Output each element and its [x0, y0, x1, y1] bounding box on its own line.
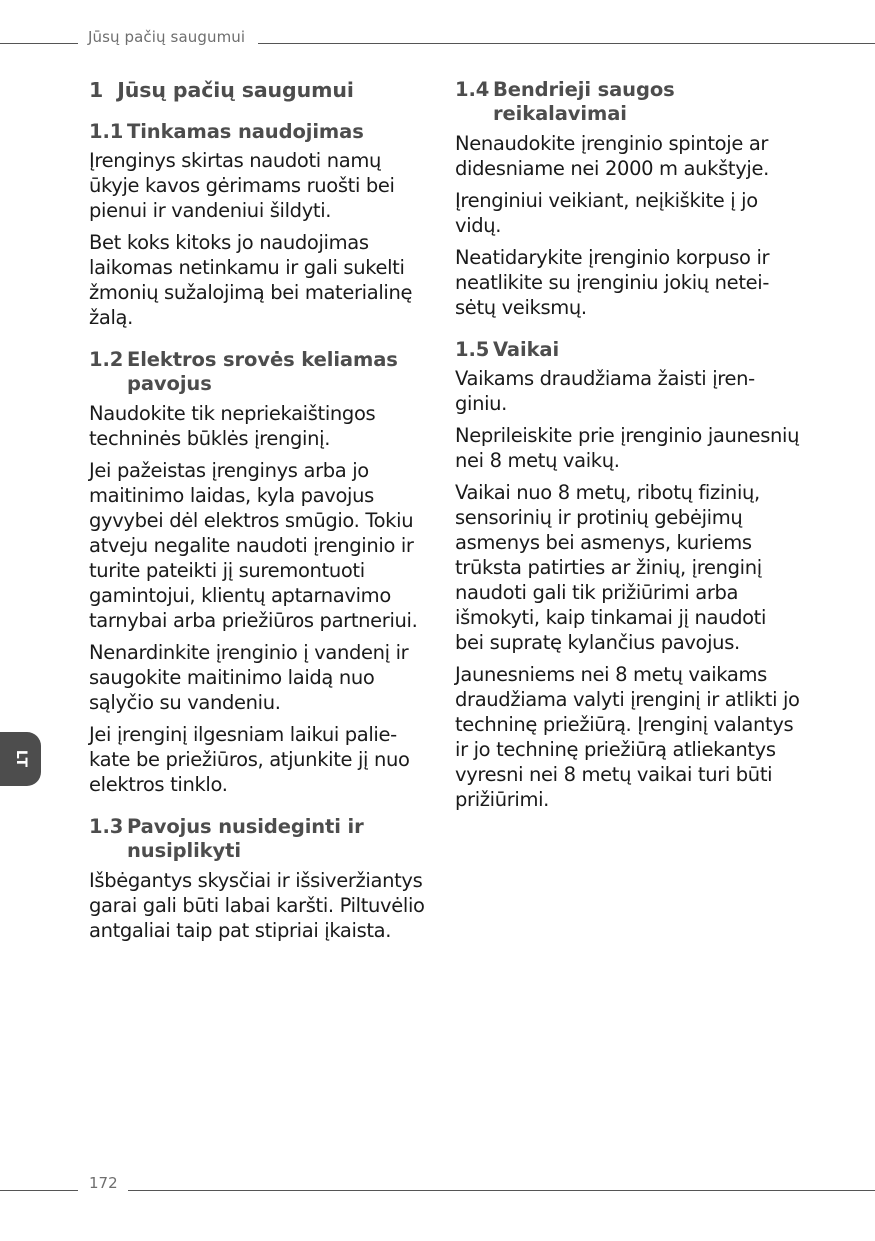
paragraph: Neatidarykite įrenginio korpuso ir neatlikite su įrenginiu jokių neteisėtų veiksmų.: [455, 245, 770, 319]
chapter-heading: [89, 78, 431, 104]
footer-rule-right: [128, 1190, 875, 1191]
chapter-number: 1: [89, 78, 104, 102]
header-rule-right: [258, 43, 875, 44]
section-1-1: [89, 120, 431, 331]
section-title: Tinkamas naudojimas: [127, 119, 364, 143]
section-heading: [89, 120, 431, 144]
paragraph: Nenaudokite įrenginio spintoje ar didesniame nei 2000 m aukštyje.: [455, 131, 769, 180]
section-number: 1.2: [89, 348, 124, 372]
paragraph: Naudokite tik nepriekaištingos techninės būklės įrenginį.: [89, 401, 376, 450]
section-title: Elektros srovės keliamas pavojus: [127, 348, 398, 396]
section-number: 1.4: [455, 78, 490, 101]
paragraph: Jaunesniems nei 8 metų vaikams draudžiama valyti įrenginį ir atlikti jo techninę priežiūrą. Įrenginį valantys ir jo techninę priežiūrą atliekantys vyresni nei 8 metų vaikai turi būti prižiūrimi.: [455, 663, 800, 812]
section-heading: [89, 815, 431, 863]
section-1-2: [89, 348, 431, 797]
paragraph: Nenardinkite įrenginio į vandenį ir saugokite maitinimo laidą nuo sąlyčio su vandeniu.: [89, 640, 409, 714]
section-1-4: [455, 78, 800, 320]
page-number: 172: [89, 1174, 118, 1192]
section-number: 1.1: [89, 119, 124, 143]
paragraph: Jei įrenginį ilgesniam laikui paliekate be priežiūros, atjunkite jį nuo elektros tinklo.: [89, 722, 410, 796]
paragraph: Išbėgantys skysčiai ir išsiveržiantys garai gali būti labai karšti. Piltuvėlio antgaliai taip pat stipriai įkaista.: [89, 868, 425, 942]
section-heading: [89, 348, 431, 396]
right-column: [455, 78, 800, 830]
paragraph: Jei pažeistas įrenginys arba jo maitinimo laidas, kyla pavojus gyvybei dėl elektros smūgio. Tokiu atveju negalite naudoti įrenginio ir turite pateikti jį suremontuoti gamintojui, klientų aptarnavimo tarnybai arba priežiūros partneriui.: [89, 458, 418, 632]
paragraph: Vaikai nuo 8 metų, ribotų fizinių, sensorinių ir protinių gebėjimų asmenys bei asmenys, kuriems trūksta patirties ar žinių, įrenginį naudoti gali tik prižiūrimi arba išmokyti, kaip tinkamai jį naudoti bei supratę kylančius pavojus.: [455, 481, 767, 655]
header-rule-left: [0, 43, 78, 44]
paragraph: Bet koks kitoks jo naudojimas laikomas netinkamu ir gali sukelti žmonių sužalojimą bei materialinę žalą.: [89, 231, 413, 330]
page-footer: [0, 1172, 875, 1194]
section-number: 1.3: [89, 814, 124, 838]
section-title: Pavojus nusideginti ir nusiplikyti: [127, 814, 364, 862]
language-tab: [0, 732, 41, 786]
left-column: [89, 78, 431, 961]
paragraph: Vaikams draudžiama žaisti įrenginiu.: [455, 367, 756, 416]
section-title: Bendrieji saugos reikalavimai: [493, 78, 675, 125]
footer-rule-left: [0, 1190, 78, 1191]
chapter-title: Jūsų pačių saugumui: [117, 78, 354, 102]
paragraph: Neprileiskite prie įrenginio jaunesnių nei 8 metų vaikų.: [455, 424, 800, 473]
language-tab-label: LT: [12, 749, 29, 769]
paragraph: Įrenginiui veikiant, neįkiškite į jo vidų.: [455, 188, 758, 237]
section-heading: [455, 78, 800, 126]
section-1-3: [89, 815, 431, 943]
paragraph: Įrenginys skirtas naudoti namų ūkyje kavos gėrimams ruošti bei pienui ir vandeniui šildyti.: [89, 149, 395, 223]
section-title: Vaikai: [493, 337, 560, 361]
running-title: Jūsų pačių saugumui: [88, 28, 246, 46]
section-number: 1.5: [455, 337, 490, 361]
section-heading: [455, 338, 800, 362]
section-1-5: [455, 338, 800, 813]
running-header: [0, 26, 875, 48]
